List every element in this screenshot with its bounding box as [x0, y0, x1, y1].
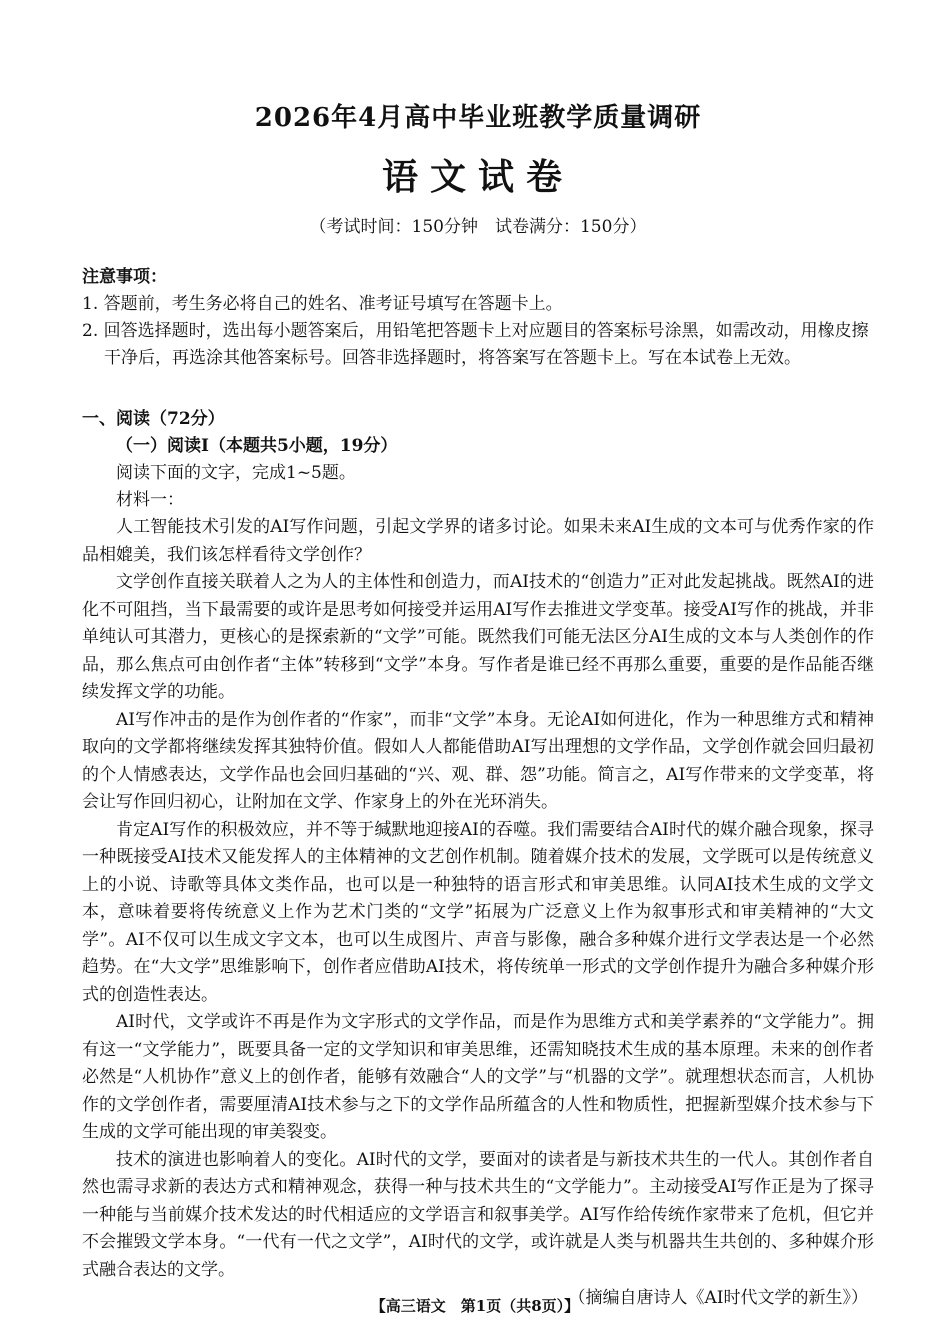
note-item-1: 1. 答题前，考生务必将自己的姓名、准考证号填写在答题卡上。 [82, 294, 563, 314]
passage [82, 514, 874, 1284]
section-reading [82, 406, 874, 514]
subject-title: 语文试卷 [381, 156, 574, 198]
passage-source: （摘编自唐诗人《AI时代文学的新生》） [568, 1288, 868, 1308]
passage-paragraph: 文学创作直接关联着人之为人的主体性和创造力，而AI技术的“创造力”正对此发起挑战。既然AI的进化不可阻挡，当下最需要的或许是思考如何接受并运用AI写作去推进文学变革。接受AI写作的挑战，并非单纯认可其潜力，更核心的是探索新的“文学”可能。既然我们可能无法区分AI生成的文本与人类创作的作品，那么焦点可由创作者“主体”转移到“文学”本身。写作者是谁已经不再那么重要，重要的是作品能否继续发挥文学的功能。 [82, 572, 874, 702]
passage-paragraph: 人工智能技术引发的AI写作问题，引起文学界的诸多讨论。如果未来AI生成的文本可与优秀作家的作品相媲美，我们该怎样看待文学创作？ [82, 517, 874, 565]
section-heading: 一、阅读（72分） [82, 409, 225, 429]
material-label: 材料一： [116, 490, 184, 510]
exam-info: （考试时间：150分钟 试卷满分：150分） [309, 217, 647, 237]
note-item-2: 2. 回答选择题时，选出每小题答案后，用铅笔把答题卡上对应题目的答案标号涂黑，如需改动，用橡皮擦干净后，再选涂其他答案标号。回答非选择题时，将答案写在答题卡上。写在本试卷上无效。 [82, 321, 869, 368]
sub-heading: （一）阅读Ⅰ（本题共5小题，19分） [116, 436, 398, 456]
exam-title: 2026年4月高中毕业班教学质量调研 [254, 103, 702, 133]
notes-heading: 注意事项： [82, 267, 167, 287]
passage-paragraph: 肯定AI写作的积极效应，并不等于缄默地迎接AI的吞噬。我们需要结合AI时代的媒介融合现象，探寻一种既接受AI技术又能发挥人的主体精神的文艺创作机制。随着媒介技术的发展，文学既可以是传统意义上的小说、诗歌等具体文类作品，也可以是一种独特的语言形式和审美思维。认同AI技术生成的文学文本，意味着要将传统意义上作为艺术门类的“文学”拓展为广泛意义上作为叙事形式和审美精神的“大文学”。AI不仅可以生成文字文本，也可以生成图片、声音与影像，融合多种媒介进行文学表达是一个必然趋势。在“大文学”思维影响下，创作者应借助AI技术，将传统单一形式的文学创作提升为融合多种媒介形式的创造性表达。 [82, 819, 874, 1005]
passage-paragraph: AI时代，文学或许不再是作为文字形式的文学作品，而是作为思维方式和美学素养的“文学能力”。拥有这一“文学能力”，既要具备一定的文学知识和审美思维，还需知晓技术生成的基本原理。未来的创作者必然是“人机协作”意义上的创作者，能够有效融合“人的文学”与“机器的文学”。就理想状态而言，人机协作的文学创作者，需要厘清AI技术参与之下的文学作品所蕴含的人性和物质性，把握新型媒介技术参与下生成的文学可能出现的审美裂变。 [82, 1012, 874, 1142]
instruction: 阅读下面的文字，完成1~5题。 [116, 463, 356, 483]
passage-paragraph: 技术的演进也影响着人的变化。AI时代的文学，要面对的读者是与新技术共生的一代人。其创作者自然也需寻求新的表达方式和精神观念，获得一种与技术共生的“文学能力”。主动接受AI写作正是为了探寻一种能与当前媒介技术发达的时代相适应的文学语言和叙事美学。AI写作给传统作家带来了危机，但它并不会摧毁文学本身。“一代有一代之文学”，AI时代的文学，或许就是人类与机器共生共创的、多种媒介形式融合表达的文学。 [82, 1149, 874, 1280]
page-footer: 【高三语文 第1页（共8页）】 [370, 1297, 580, 1315]
notes-block [82, 264, 874, 372]
passage-paragraph: AI写作冲击的是作为创作者的“作家”，而非“文学”本身。无论AI如何进化，作为一种思维方式和精神取向的文学都将继续发挥其独特价值。假如人人都能借助AI写出理想的文学作品，文学创作就会回归最初的个人情感表达，文学作品也会回归基础的“兴、观、群、怨”功能。简言之，AI写作带来的文学变革，将会让写作回归初心，让附加在文学、作家身上的外在光环消失。 [82, 709, 874, 812]
